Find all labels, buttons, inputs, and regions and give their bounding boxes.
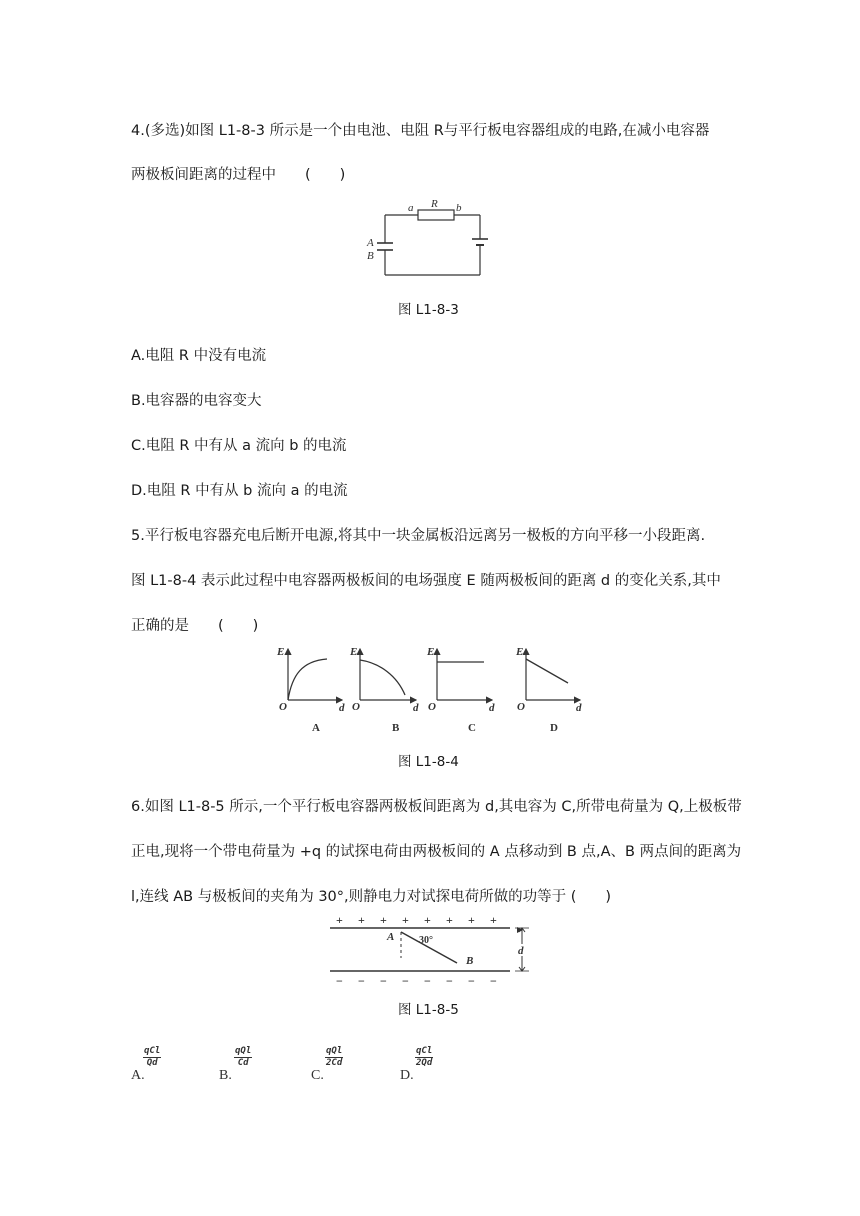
q6-stem-line-3: l,连线 AB 与极板间的夹角为 30°,则静电力对试探电荷所做的功等于 ( ) — [131, 889, 612, 905]
angle-label: 30° — [419, 935, 433, 946]
q6-option-b-fraction: qQl Cd — [235, 1046, 252, 1068]
q4-option-b: B.电容器的电容变大 — [131, 393, 262, 409]
graph-label-d: D — [550, 722, 558, 734]
q6-option-a-fraction: qCl Qd — [144, 1046, 161, 1068]
svg-text:−: − — [358, 974, 365, 986]
q4-option-a: A.电阻 R 中没有电流 — [131, 348, 267, 364]
label-A: A — [367, 237, 374, 249]
figure-caption-l1-8-3: 图 L1-8-3 — [398, 302, 459, 318]
svg-text:O: O — [517, 701, 525, 713]
svg-text:−: − — [424, 974, 431, 986]
capacitor-field-diagram — [325, 910, 535, 986]
q5-stem-line-3: 正确的是 ( ) — [131, 618, 259, 634]
q6-option-b-label: B. — [219, 1068, 232, 1083]
svg-text:O: O — [428, 701, 436, 713]
q6-stem-line-2: 正电,现将一个带电荷量为 +q 的试探电荷由两极板间的 A 点移动到 B 点,A、B 两点间的距离为 — [131, 844, 742, 860]
svg-text:+: + — [358, 913, 365, 927]
svg-text:+: + — [424, 913, 431, 927]
svg-text:O: O — [279, 701, 287, 713]
resistor — [418, 210, 454, 220]
graph-label-a: A — [312, 722, 320, 734]
label-R: R — [431, 198, 438, 210]
label-B: B — [367, 250, 374, 262]
point-a-label: A — [387, 931, 395, 943]
label-b: b — [456, 202, 462, 214]
svg-text:E: E — [516, 646, 524, 658]
svg-text:−: − — [336, 974, 343, 986]
q4-option-d: D.电阻 R 中有从 b 流向 a 的电流 — [131, 483, 348, 499]
figure-caption-l1-8-4: 图 L1-8-4 — [398, 754, 459, 770]
q4-stem-line-1: 4.(多选)如图 L1-8-3 所示是一个由电池、电阻 R与平行板电容器组成的电路,在减小电容器 — [131, 123, 710, 139]
svg-text:+: + — [336, 913, 343, 927]
svg-text:−: − — [402, 974, 409, 986]
svg-text:+: + — [446, 913, 453, 927]
figure-caption-l1-8-5: 图 L1-8-5 — [398, 1002, 459, 1018]
q6-option-d-label: D. — [400, 1068, 414, 1083]
curve-d — [526, 659, 568, 683]
q6-option-d-fraction: qCl 2Qd — [416, 1046, 433, 1068]
point-b-label: B — [466, 955, 474, 967]
svg-text:E: E — [277, 646, 285, 658]
curve-b — [360, 660, 405, 695]
svg-text:O: O — [352, 701, 360, 713]
svg-text:d: d — [413, 702, 419, 714]
q5-stem-line-2: 图 L1-8-4 表示此过程中电容器两极板间的电场强度 E 随两极板间的距离 d 的变化关系,其中 — [131, 573, 721, 589]
svg-text:−: − — [446, 974, 453, 986]
e-d-graphs — [270, 643, 590, 735]
svg-text:−: − — [380, 974, 387, 986]
curve-a — [288, 659, 327, 700]
q6-option-c-fraction: qQl 2Cd — [326, 1046, 343, 1068]
svg-text:d: d — [339, 702, 345, 714]
svg-text:+: + — [490, 913, 497, 927]
q6-option-a-label: A. — [131, 1068, 145, 1083]
label-a: a — [408, 202, 414, 214]
svg-text:−: − — [468, 974, 475, 986]
svg-text:d: d — [576, 702, 582, 714]
q4-option-c: C.电阻 R 中有从 a 流向 b 的电流 — [131, 438, 347, 454]
svg-text:+: + — [402, 913, 409, 927]
q6-option-c-label: C. — [311, 1068, 324, 1083]
graph-a — [288, 649, 342, 700]
svg-text:+: + — [380, 913, 387, 927]
svg-text:+: + — [468, 913, 475, 927]
circuit-diagram — [365, 195, 495, 285]
graph-label-b: B — [392, 722, 400, 734]
svg-text:−: − — [490, 974, 497, 986]
q6-stem-line-1: 6.如图 L1-8-5 所示,一个平行板电容器两极板间距离为 d,其电容为 C,所带电荷量为 Q,上极板带 — [131, 799, 742, 815]
graph-c — [437, 649, 492, 700]
svg-text:E: E — [350, 646, 358, 658]
svg-text:d: d — [489, 702, 495, 714]
graph-d — [526, 649, 580, 700]
graph-label-c: C — [468, 722, 476, 734]
svg-text:E: E — [427, 646, 435, 658]
d-label: d — [518, 945, 524, 957]
q5-stem-line-1: 5.平行板电容器充电后断开电源,将其中一块金属板沿远离另一极板的方向平移一小段距离. — [131, 528, 706, 544]
q4-stem-line-2: 两极板间距离的过程中 ( ) — [131, 167, 346, 183]
graph-b — [360, 649, 416, 700]
